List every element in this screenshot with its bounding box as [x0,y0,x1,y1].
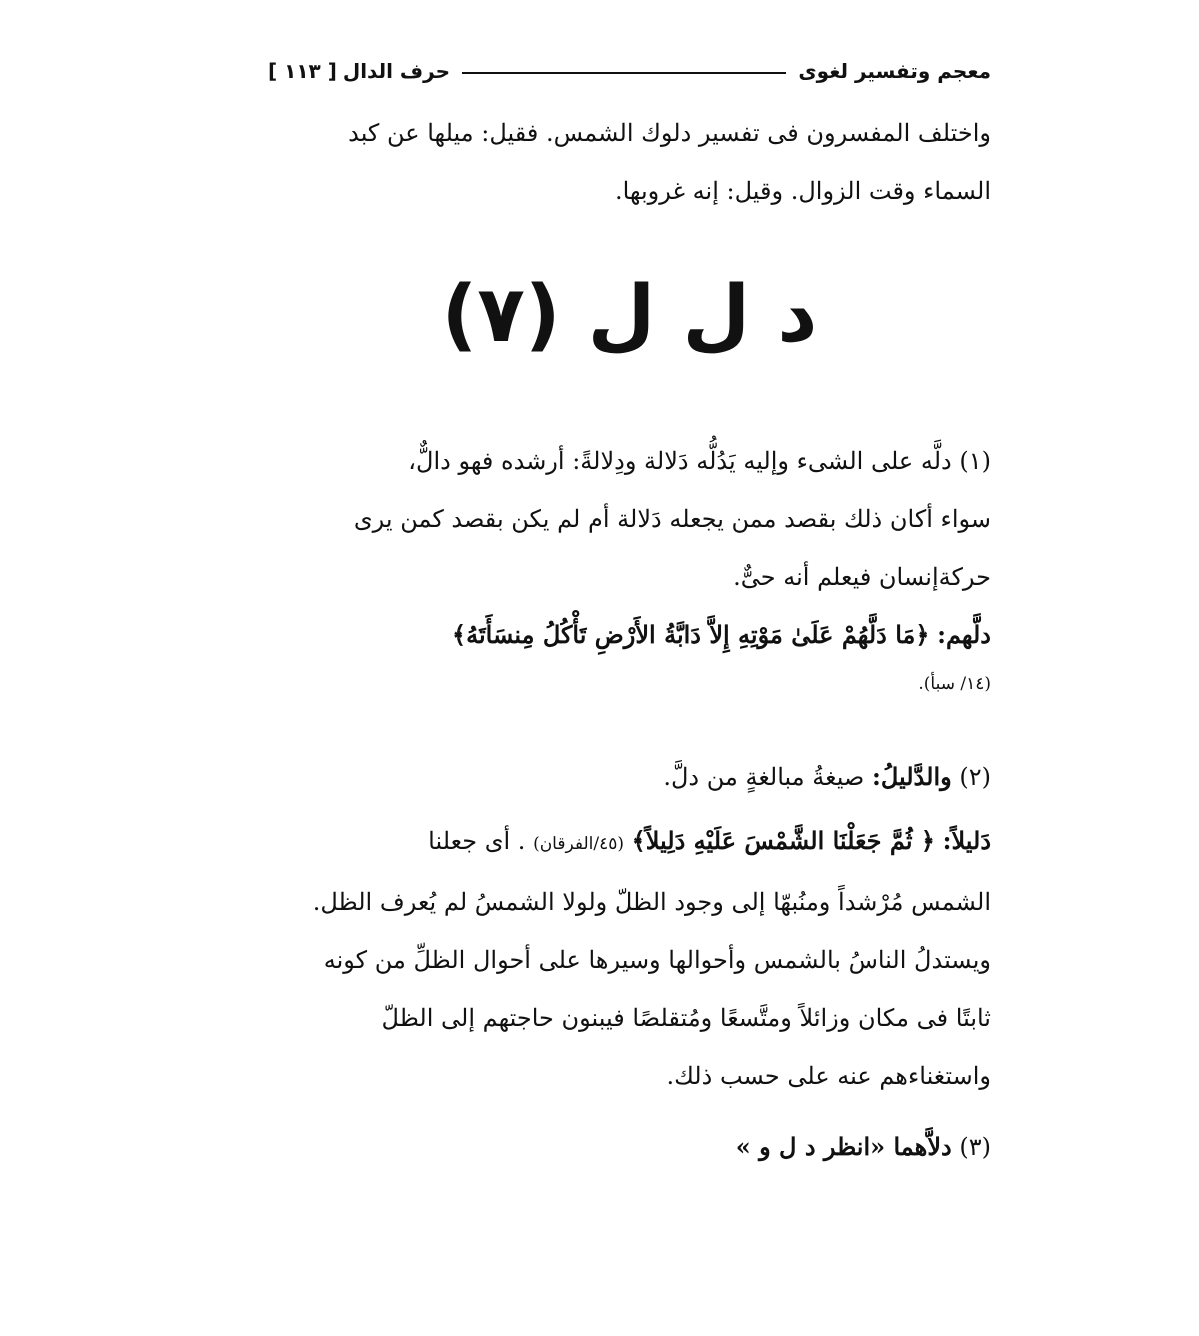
quran-verse: ﴿ ثُمَّ جَعَلْنَا الشَّمْسَ عَلَيْهِ دَلِيلاً﴾ [631,826,935,855]
verse-citation: (١٤/ سبأ). [918,674,991,694]
sense-1-line: سواء أكان ذلك بقصد ممن يجعله دَلالة أم لم يكن بقصد كمن يرى [353,505,991,533]
derived-form: دلَّهم: [937,620,991,649]
lemma: والدَّليلُ: [871,762,952,791]
sense-text: صيغةُ مبالغةٍ من دلَّ. [663,763,865,791]
sense-text: . أى جعلنا [428,827,526,855]
sense-text: دلَّه على الشىء وإليه يَدُلُّه دَلالة ودِلالةً: أرشده فهو دالٌّ، [408,447,952,475]
running-head [268,54,991,88]
section-title: حرف الدال [342,59,451,83]
sense-2-line: ثابتًا فى مكان وزائلاً ومتَّسعًا ومُتقلصًا فيبنون حاجتهم إلى الظلّ [381,1004,991,1032]
sense-number: (١) [959,447,991,475]
intro-paragraph [268,104,991,220]
quran-line [268,812,991,873]
header-rule [462,72,786,74]
derived-form: دَليلاً: [942,826,991,855]
book-title: معجم وتفسير لغوى [798,59,991,83]
sense-2-line: ويستدلُ الناسُ بالشمس وأحوالها وسيرها على أحوال الظلِّ من كونه [323,946,991,974]
page-number: [ ١١٣ ] [268,59,337,83]
entry-heading: د ل ل (٧) [441,270,818,360]
intro-line: واختلف المفسرون فى تفسير دلوك الشمس. فقيل: ميلها عن كبد [348,119,991,147]
quran-line [268,606,991,664]
sense-3 [268,1118,991,1176]
sense-number: (٣) [959,1133,991,1161]
sense-2-line: واستغناءهم عنه على حسب ذلك. [666,1062,991,1090]
sense-1-line [268,432,991,490]
sense-2-line: الشمس مُرْشداً ومنُبهّا إلى وجود الظلّ ولولا الشمسُ لم يُعرف الظل. [312,888,991,916]
quran-verse: ﴿مَا دَلَّهُمْ عَلَىٰ مَوْتِهِ إِلاَّ دَابَّةُ الأَرْضِ تَأْكُلُ مِنسَأَتَهُ﴾ [452,620,930,649]
sense-number: (٢) [959,763,991,791]
sense-3-line [268,1118,991,1176]
sense-2-line [268,748,991,806]
verse-citation: (٤٥/الفرقان) [533,834,625,854]
sense-1 [268,432,991,704]
cross-reference: دلاَّهما «انظر د ل و » [735,1132,952,1161]
intro-line: السماء وقت الزوال. وقيل: إنه غروبها. [614,177,991,205]
sense-2 [268,748,991,1105]
sense-1-line: حركةإنسان فيعلم أنه حىٌّ. [733,563,991,591]
